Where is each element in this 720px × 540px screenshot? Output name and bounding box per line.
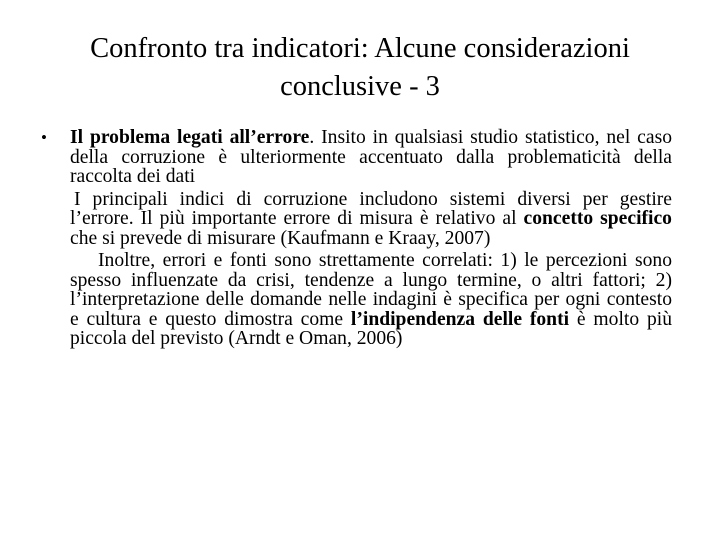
bullet-dot-icon: •: [41, 128, 47, 147]
text-run: che si prevede di misurare (Kaufmann e Kraay, 2007): [70, 227, 491, 249]
slide-title-line-1: Confronto tra indicatori: Alcune considerazioni: [90, 33, 630, 64]
bold-phrase: l’indipendenza delle fonti: [350, 308, 570, 330]
bullet-content: [70, 128, 672, 349]
text-run: . Insito in qualsiasi studio statistico, nel caso della corruzione è ulteriormente accentuato dalla problematicità della raccolta dei dati: [70, 127, 672, 187]
bold-phrase: Il problema legati all’errore: [70, 127, 310, 148]
slide-title-line-2: conclusive - 3: [280, 71, 440, 102]
bold-phrase: concetto specifico: [523, 208, 672, 229]
paragraph-errors-and-sources: [70, 251, 672, 349]
text-run: Inoltre, errori e fonti sono strettamente correlati: 1) le percezioni sono spesso influenzate da crisi, tendenze a lungo termine, o altri fattori; 2) l’interpretazione delle domande nelle indagini è specifica per ogni contesto e cultura e questo dimostra come: [70, 250, 672, 330]
slide-body: [40, 128, 672, 349]
bullet-item: [40, 128, 672, 349]
paragraph-corruption-indices: [70, 190, 672, 249]
slide-title: [40, 30, 680, 106]
text-run: è molto più piccola del previsto (Arndt e Oman, 2006): [70, 308, 672, 349]
text-run: I principali indici di corruzione includono sistemi diversi per gestire l’errore. Il più importante errore di misura è relativo al: [70, 188, 672, 229]
paragraph-error-problem: [70, 128, 672, 187]
